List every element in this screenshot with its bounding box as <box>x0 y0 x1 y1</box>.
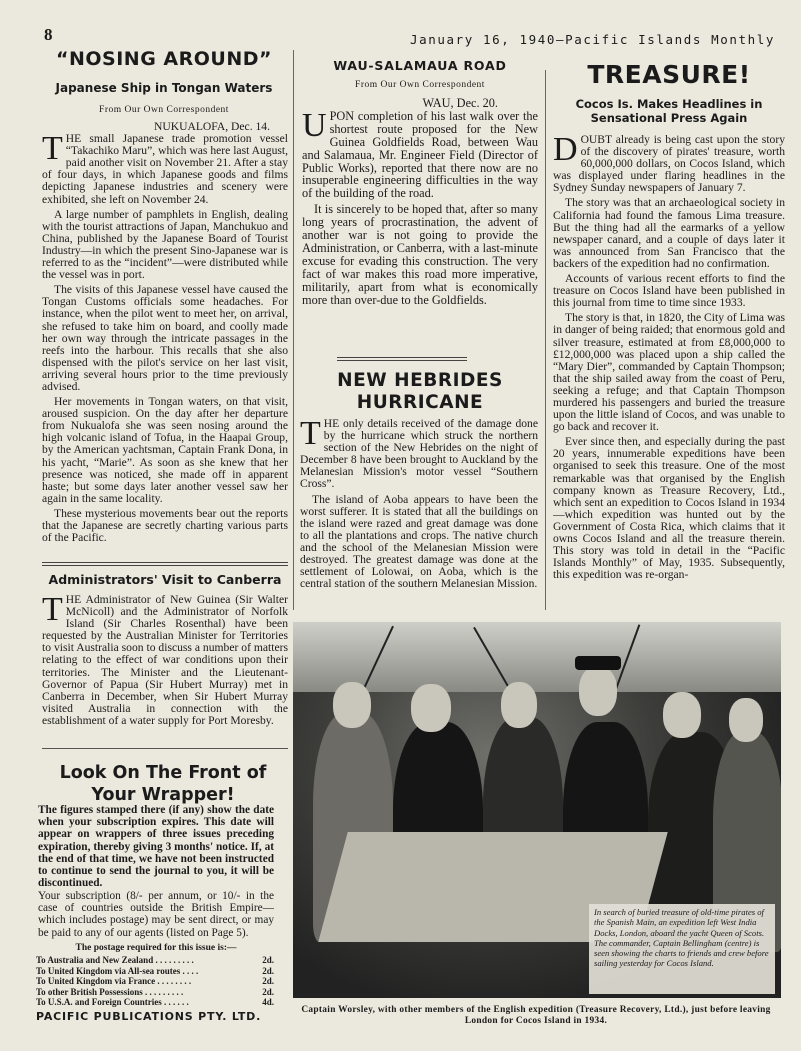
nosing-paragraph-4: Her movements in Tongan waters, on that visit, aroused suspicion. On the day after her departure from Nukualofa she was seen nosing around the high volcanic island of Tofua, in the Haapai Group, by the American yachtsman, Captain Frank Dona, in his yacht, “Marie”. As soon as she knew that her presence was noticed, she made off in apparent haste; but some days later another vessel saw her again in the same locality. <box>42 395 288 505</box>
photo-face <box>579 666 617 716</box>
postage-dest: To United Kingdom via France . . . . . . . . <box>36 976 192 986</box>
photo-face <box>501 682 537 728</box>
postage-cost: 2d. <box>262 955 274 965</box>
treasure-paragraph-3: Accounts of various recent efforts to find the treasure on Cocos Island have been published in this journal from time to time since 1933. <box>553 272 785 310</box>
nosing-dropcap: T <box>42 130 63 168</box>
hebrides-title: NEW HEBRIDES HURRICANE <box>337 370 503 413</box>
photo-cap <box>575 656 621 670</box>
divider <box>337 357 467 361</box>
postage-table <box>36 955 274 1008</box>
hebrides-paragraph-1: HE only details received of the damage done by the hurricane which struck the northern section of the New Hebrides on the night of December 8 have been brought to Auckland by the Melanesian Mission's motor vessel “Southern Cross”. <box>300 418 538 491</box>
photo-face <box>729 698 763 742</box>
admin-dropcap: T <box>42 594 63 628</box>
postage-cost: 4d. <box>262 997 274 1007</box>
admin-title: Administrators' Visit to Canberra <box>48 572 282 587</box>
wau-dropcap: U <box>302 106 327 144</box>
wrapper-title: Look On The Front of Your Wrapper! <box>59 763 267 805</box>
nosing-title: “NOSING AROUND” <box>56 48 272 70</box>
wrapper-subscription: Your subscription (8/- per annum, or 10/- in the case of countries outside the British Empire—which includes postage) may be sent direct, or may be paid to any of our agents (listed on Page 5). <box>38 890 274 939</box>
postage-row <box>36 976 274 987</box>
postage-dest: To other British Possessions . . . . . . . . . <box>36 986 184 997</box>
wau-article <box>302 97 538 353</box>
wau-title: WAU-SALAMAUA ROAD <box>333 58 507 73</box>
treasure-title: TREASURE! <box>587 60 751 89</box>
nosing-paragraph-3: The visits of this Japanese vessel have caused the Tongan Customs officials some headaches. For instance, when the pilot went to meet her, on arrival, she refused to take him on board, and coolly made her own way through the intricate passages in the reefs into the harbour. This recalls that she also dispensed with the pilot's service on her last visit, arriving several hours prior to the time previously advised. <box>42 283 288 393</box>
treasure-paragraph-2: The story was that an archaeological society in California had found the famous Lima treasure. But the thing had all the earmarks of a yellow newspaper canard, and a couple of days later it was announced from San Francisco that the backers of the expedition had no confirmation. <box>553 196 785 270</box>
page-number: 8 <box>44 25 53 44</box>
nosing-paragraph-1: HE small Japanese trade promotion vessel “Takachiko Maru”, which was here last August, paid another visit on November 21. After a stay of four days, in which Japanese goods and films depicting Japanese industries and scenery were exhibited, she left on November 24. <box>42 132 288 206</box>
column-rule-2 <box>545 70 546 610</box>
photo-face <box>663 692 701 738</box>
treasure-paragraph-1: OUBT already is being cast upon the story of the discovery of pirates' treasure, worth 60,000,000 dollars, on Cocos Island, which was displayed under flaring headlines in the Sydney Sunday newspapers of January 7. <box>553 134 785 195</box>
postage-dest: To Australia and New Zealand . . . . . . . . . <box>36 955 194 965</box>
photo-inset-caption: In search of buried treasure of old-time pirates of the Spanish Main, an expedition left West India Docks, London, aboard the yacht Queen of Scots. The commander, Captain Bellingham (centre) is seen showing the charts to friends and crew before sailing yesterday for Cocos Island. <box>589 904 775 994</box>
postage-dest: To United Kingdom via All-sea routes . . . . <box>36 965 199 976</box>
masthead: January 16, 1940—Pacific Islands Monthly <box>410 32 776 47</box>
photo-face <box>333 682 371 728</box>
treasure-dropcap: D <box>553 134 578 168</box>
postage-row <box>36 987 274 998</box>
photo-caption: Captain Worsley, with other members of the English expedition (Treasure Recovery, Ltd.), just before leaving London for Cocos Island in 1934. <box>301 1005 771 1026</box>
treasure-article <box>553 134 785 608</box>
hebrides-dropcap: T <box>300 418 321 452</box>
postage-row <box>36 997 274 1008</box>
nosing-dateline: NUKUALOFA, Dec. 14. <box>153 121 270 133</box>
wau-byline: From Our Own Correspondent <box>355 80 485 90</box>
wau-paragraph-2: It is sincerely to be hoped that, after so many long years of procrastination, the advent of another war is not going to provide the Administration, or Canberra, with a last-minute excuse for evading this construction. The very fact of war makes this road more imperative, militarily, apart from what is economically more than over-due to the Goldfields. <box>302 202 538 307</box>
wrapper-notice: The figures stamped there (if any) show the date when your subscription expires. This date will appear on wrappers of three issues preceding expiration, thereby giving 3 months' notice. If, at the end of that time, we have not been instructed to continue to send the journal to you, it will be discontinued. <box>38 804 274 890</box>
postage-row <box>36 966 274 977</box>
treasure-paragraph-5: Ever since then, and especially during the past 20 years, innumerable expeditions have been organised to seek this treasure. One of the most remarkable was that organised by the English company known as Treasure Recovery, Ltd., which sent an expedition to Cocos Island in 1934—which expedition was hunted out by the Government of Costa Rica, which claims that it owns Cocos Island and all the treasure therein. This story was told in detail in the “Pacific Islands Monthly” of May, 1935. Subsequently, this expedition was re-organ- <box>553 435 785 582</box>
treasure-subtitle: Cocos Is. Makes Headlines in Sensational Press Again <box>575 97 763 125</box>
postage-dest: To U.S.A. and Foreign Countries . . . . . . <box>36 997 189 1007</box>
postage-heading: The postage required for this issue is:— <box>75 943 237 953</box>
column-rule-1 <box>293 50 294 610</box>
hebrides-article <box>300 418 538 594</box>
postage-cost: 2d. <box>262 965 274 976</box>
nosing-byline: From Our Own Correspondent <box>99 105 229 115</box>
admin-text: HE Administrator of New Guinea (Sir Walter McNicoll) and the Administrator of Norfolk Island (Sir Charles Rosenthal) have been requested by the Australian Minister for Territories to visit Australia soon to discuss a number of matters relating to the effect of war conditions upon their territories. The Minister and the Lieutenant-Governor of Papua (Sir Hubert Murray) met in Canberra in December, when Sir Hubert Murray visited Australia in connection with the establishment of a water supply for Port Moresby. <box>42 594 288 727</box>
hebrides-paragraph-2: The island of Aoba appears to have been the worst sufferer. It is stated that all the buildings on the island were razed and great damage was done to all the plantations and crops. The native church and the school of the Melanesian Mission were destroyed. The greatest damage was done at the settlement of Lolowai, on Aoba, which is the central station of the southern Melanesian Mission. <box>300 492 538 591</box>
nosing-subtitle: Japanese Ship in Tongan Waters <box>55 81 273 95</box>
nosing-paragraph-2: A large number of pamphlets in English, dealing with the tourist attractions of Japan, Manchukuo and China, published by the Japanese Board of Tourist Industry—in which the present Sino-Japanese war is referred to as the “incident”—were distributed while the vessel was in port. <box>42 207 288 282</box>
nosing-paragraph-5: These mysterious movements bear out the reports that the Japanese are secretly charting various parts of the Pacific. <box>42 506 288 545</box>
nosing-article <box>42 121 288 563</box>
divider <box>42 562 288 566</box>
divider <box>42 748 288 749</box>
postage-row <box>36 955 274 966</box>
postage-cost: 2d. <box>262 986 274 997</box>
publisher: PACIFIC PUBLICATIONS PTY. LTD. <box>36 1010 262 1023</box>
wau-dateline: WAU, Dec. 20. <box>422 97 498 110</box>
postage-cost: 2d. <box>262 976 274 986</box>
treasure-paragraph-4: The story is that, in 1820, the City of Lima was in danger of being raided; that enormous gold and silver treasure, estimated at from £8,000,000 to £12,000,000 was placed upon a ship called the “Mary Dier”, commanded by Captain Thompson; that the ship sailed away from the coast of Peru, seeking a refuge; and that Captain Thompson murdered his passengers and buried the treasure upon the little island of Cocos, and was unable to go back and recover it. <box>553 311 785 434</box>
photo-face <box>411 684 451 732</box>
expedition-photo <box>293 622 781 998</box>
admin-article <box>42 594 288 744</box>
wau-paragraph-1: PON completion of his last walk over the shortest route proposed for the New Guinea Goldfields Road, between Wau and Salamaua, Mr. Engineer Field (Director of Public Works), reported that there now are no insuperable engineering difficulties in the way of the building of the road. <box>302 108 538 201</box>
